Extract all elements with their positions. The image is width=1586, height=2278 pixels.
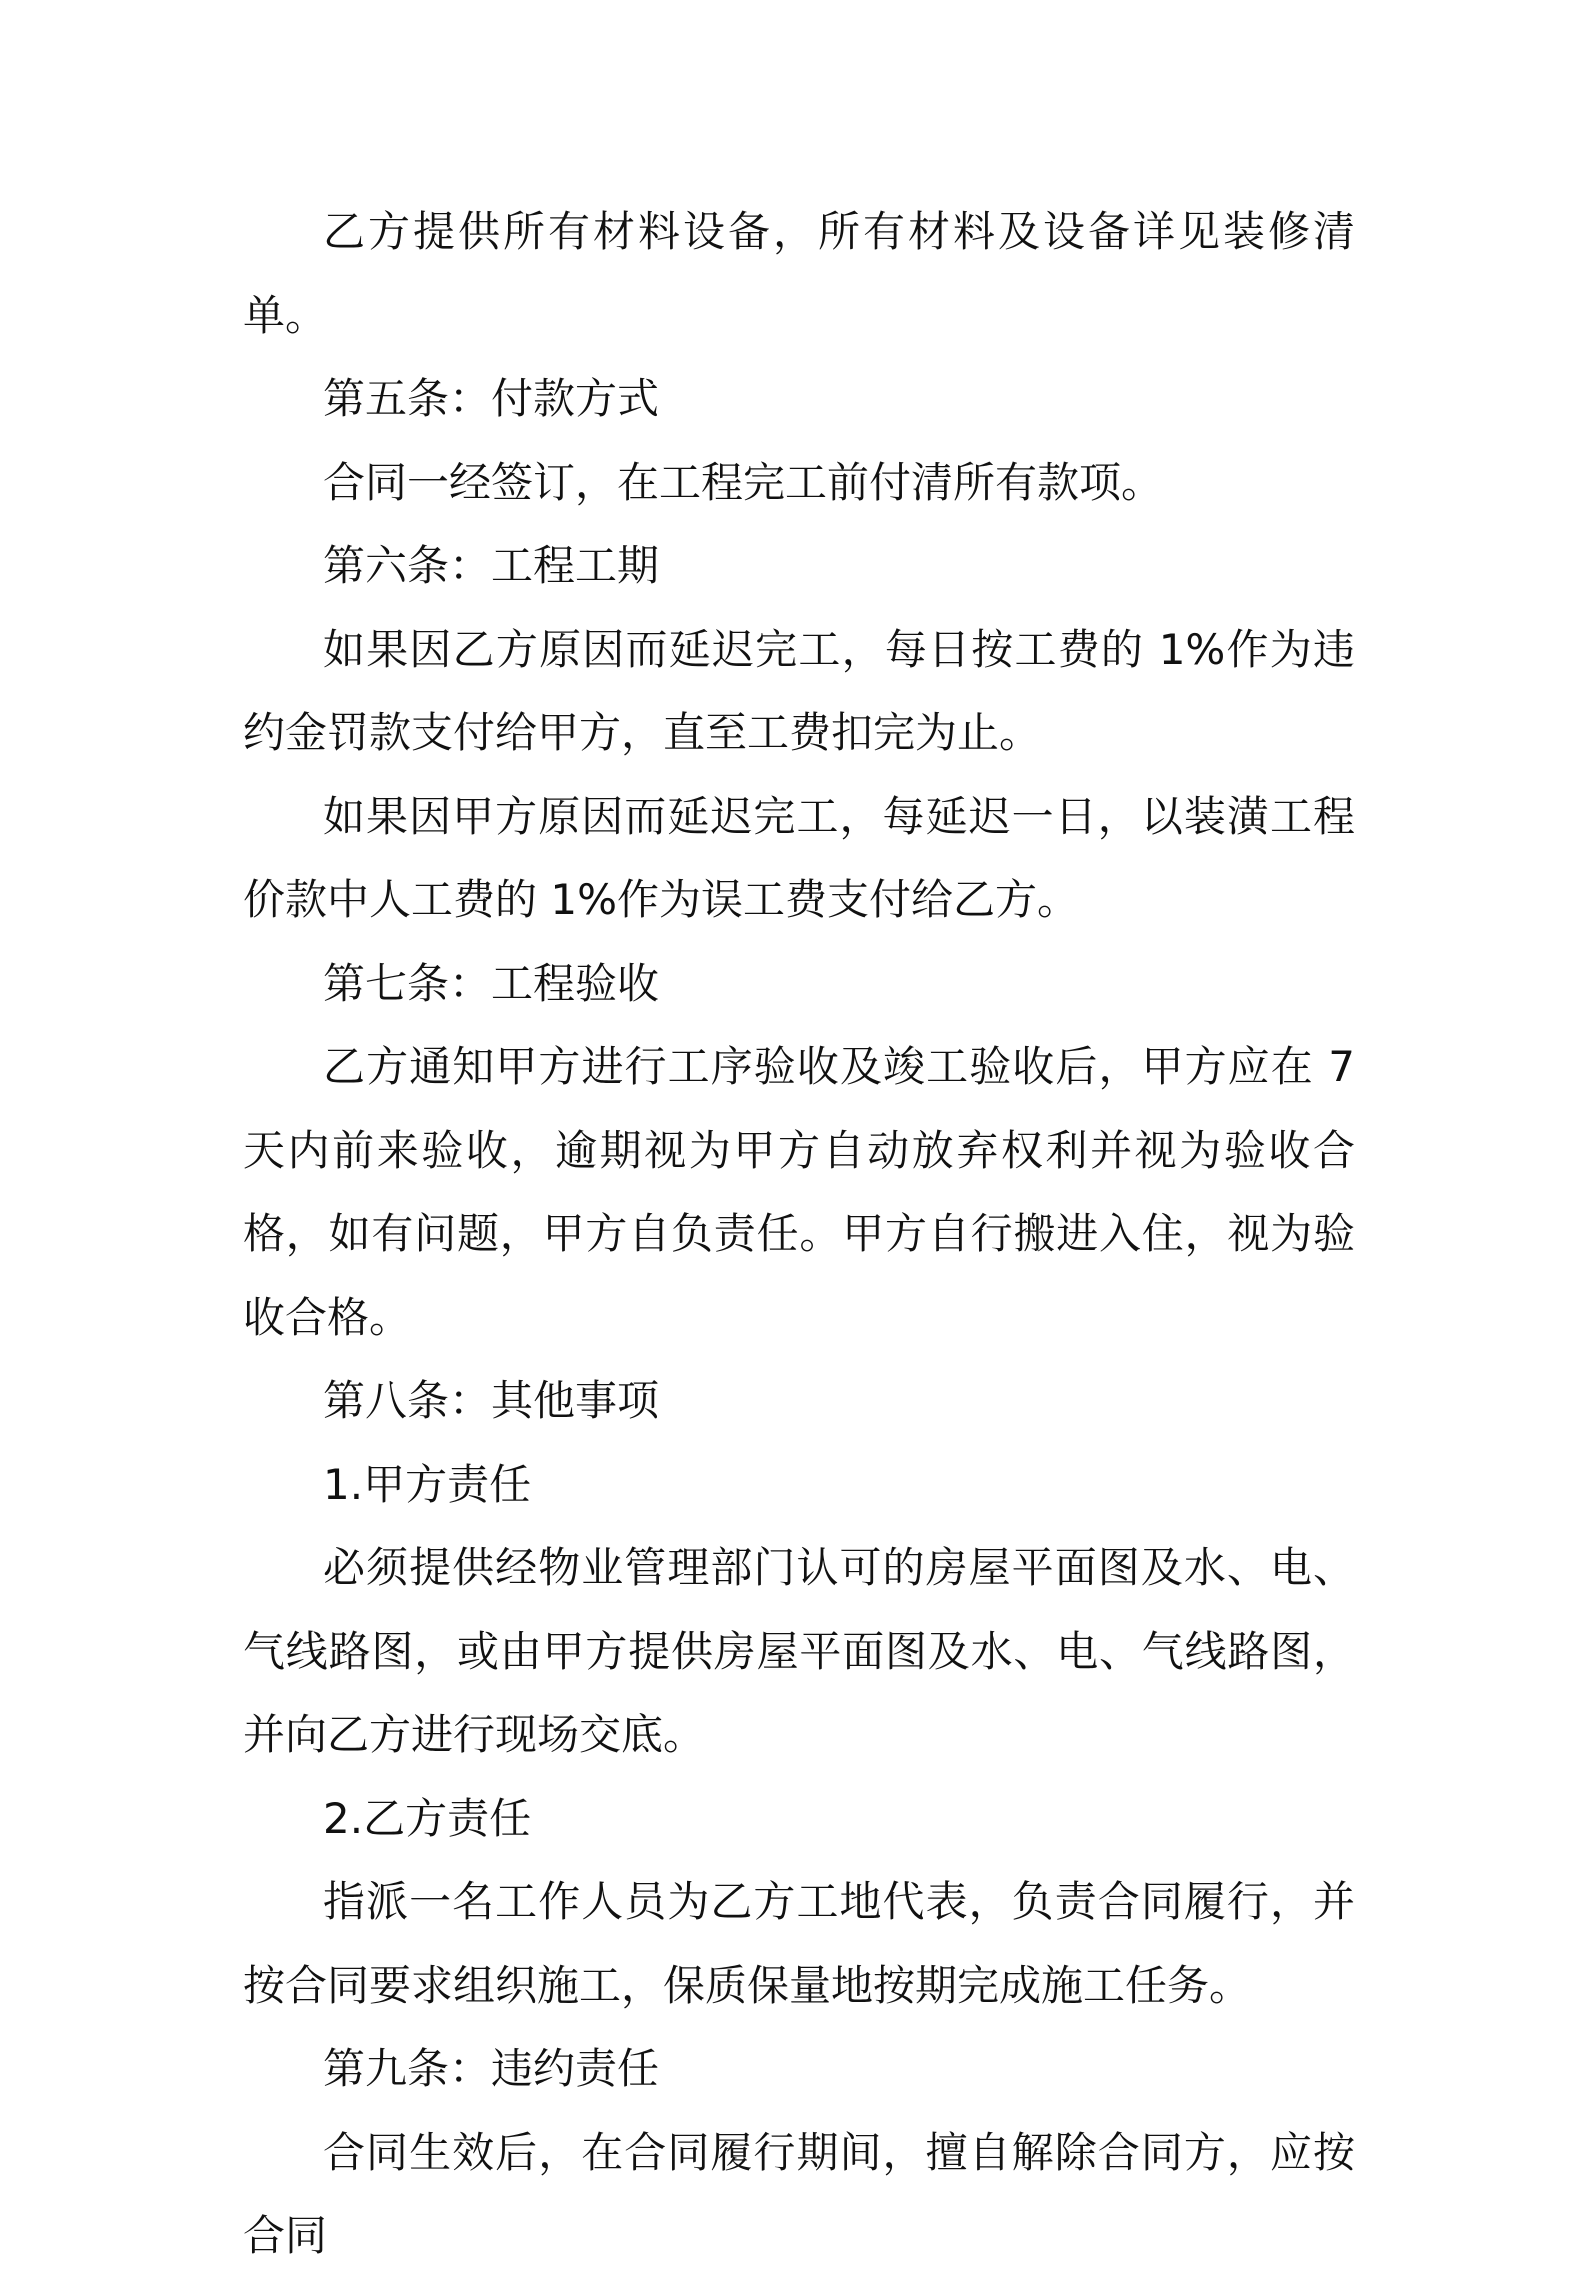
paragraph-breach: 合同生效后，在合同履行期间，擅自解除合同方，应按合同 bbox=[243, 2127, 1355, 2260]
paragraph-party-a-delay: 如果因甲方原因而延迟完工，每延迟一日，以装潢工程价款中人工费的 1%作为误工费支付给乙方。 bbox=[243, 791, 1355, 924]
paragraph-materials: 乙方提供所有材料设备，所有材料及设备详见装修清单。 bbox=[243, 207, 1355, 340]
paragraph-party-a-duty: 必须提供经物业管理部门认可的房屋平面图及水、电、气线路图，或由甲方提供房屋平面图及水、电、气线路图，并向乙方进行现场交底。 bbox=[243, 1543, 1355, 1759]
paragraph-party-b-duty: 指派一名工作人员为乙方工地代表，负责合同履行，并按合同要求组织施工，保质保量地按期完成施工任务。 bbox=[243, 1877, 1355, 2010]
heading-article-9: 第九条：违约责任 bbox=[323, 2044, 660, 2093]
paragraph-payment: 合同一经签订，在工程完工前付清所有款项。 bbox=[323, 457, 1164, 507]
paragraph-acceptance: 乙方通知甲方进行工序验收及竣工验收后，甲方应在 7 天内前来验收，逾期视为甲方自动放弃权利并视为验收合格，如有问题，甲方自负责任。甲方自行搬进入住，视为验收合格。 bbox=[243, 1042, 1355, 1342]
heading-article-5: 第五条：付款方式 bbox=[323, 374, 660, 423]
paragraph-party-b-delay: 如果因乙方原因而延迟完工，每日按工费的 1%作为违约金罚款支付给甲方，直至工费扣完为止。 bbox=[243, 624, 1355, 757]
heading-party-a-duty: 1.甲方责任 bbox=[323, 1459, 532, 1509]
document-body bbox=[243, 190, 1355, 2278]
heading-article-7: 第七条：工程验收 bbox=[323, 958, 660, 1008]
heading-article-6: 第六条：工程工期 bbox=[323, 541, 660, 590]
heading-party-b-duty: 2.乙方责任 bbox=[323, 1793, 532, 1843]
heading-article-8: 第八条：其他事项 bbox=[323, 1376, 660, 1425]
